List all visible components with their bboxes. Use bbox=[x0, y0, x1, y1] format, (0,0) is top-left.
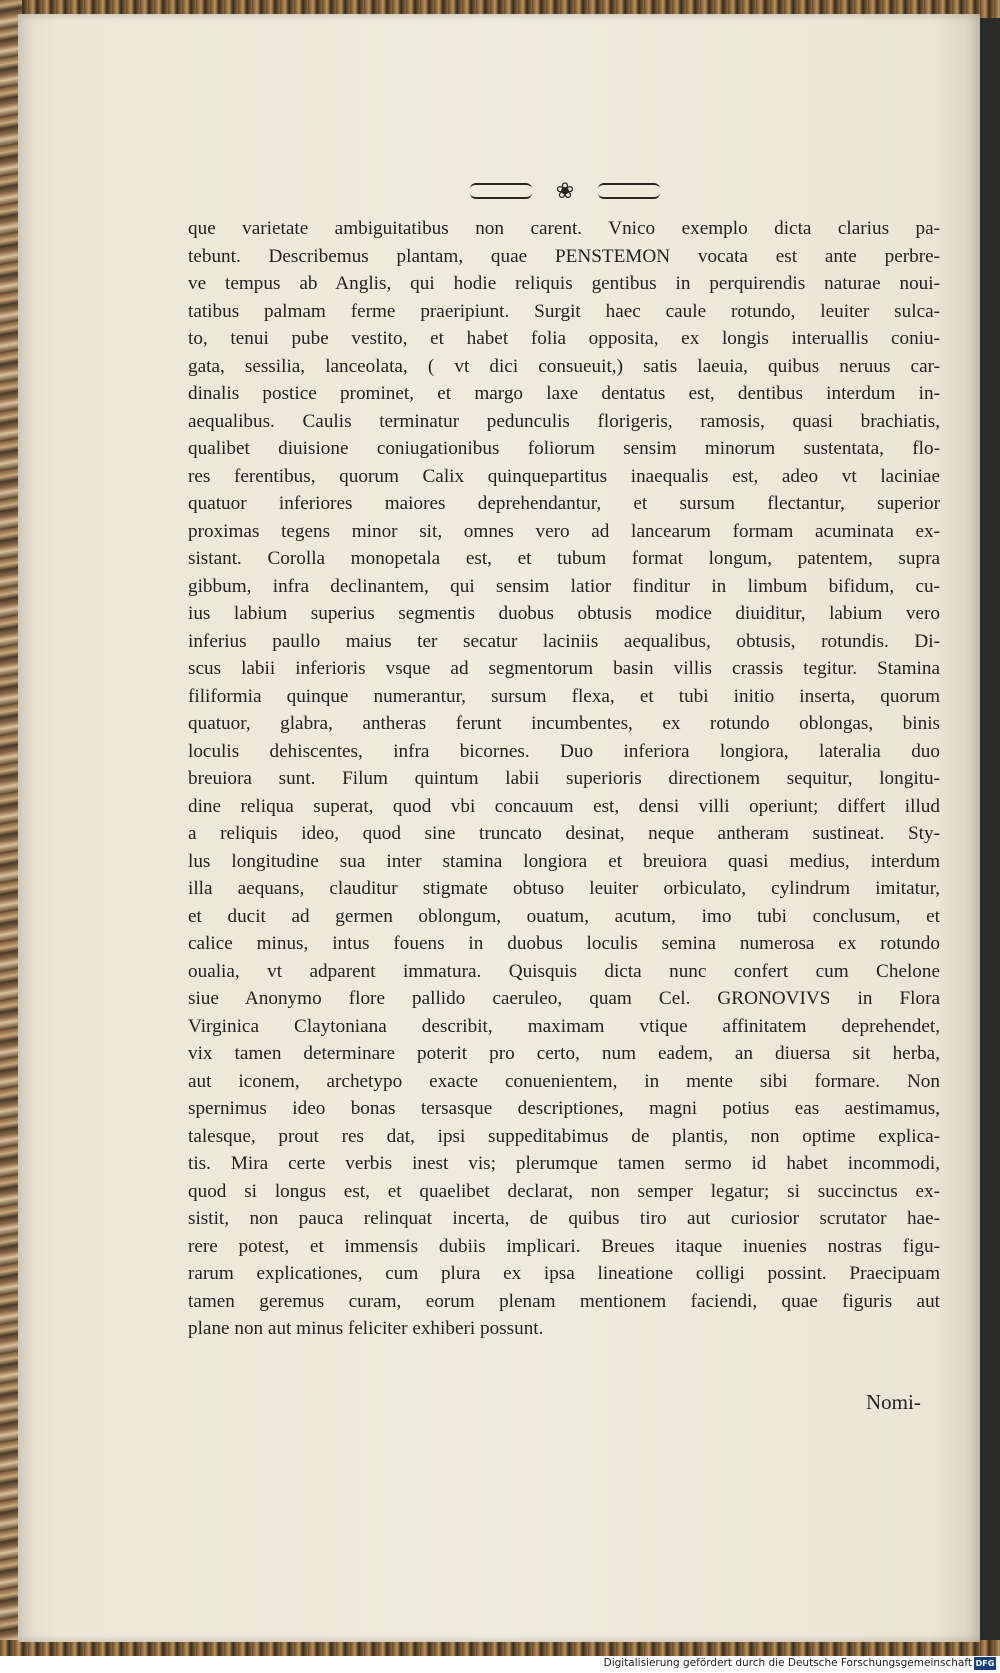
text-line: a reliquis ideo, quod sine truncato desinat, neque antheram sustineat. Sty- bbox=[188, 823, 940, 844]
text-line: inferius paullo maius ter secatur laciniis aequalibus, obtusis, rotundis. Di- bbox=[188, 630, 940, 652]
body-text bbox=[188, 215, 940, 1343]
ornament-right-flourish-icon bbox=[598, 183, 660, 199]
headpiece-ornament bbox=[470, 180, 660, 202]
text-line: vix tamen determinare poterit pro certo, num eadem, an diuersa sit herba, bbox=[188, 1043, 940, 1064]
text-line: to, tenui pube vestito, et habet folia opposita, ex longis interuallis coniu- bbox=[188, 328, 940, 349]
text-line: calice minus, intus fouens in duobus loculis semina numerosa ex rotundo bbox=[188, 933, 940, 954]
dfg-logo: DFG bbox=[975, 1659, 995, 1668]
text-line: oualia, vt adparent immatura. Quisquis dicta nunc confert cum Chelone bbox=[188, 960, 940, 982]
text-line: sistit, non pauca relinquat incerta, de quibus tiro aut curiosior scrutator hae- bbox=[188, 1208, 940, 1229]
funding-credit: Digitalisierung gefördert durch die Deutsche Forschungsgemeinschaft bbox=[603, 1657, 972, 1669]
text-line: talesque, prout res dat, ipsi suppeditabimus de plantis, non optime explica- bbox=[188, 1125, 940, 1147]
text-line: rere potest, et immensis dubiis implicari. Breues itaque inuenies nostras figu- bbox=[188, 1235, 940, 1257]
text-line: quatuor inferiores maiores deprehendantur, et sursum flectantur, superior bbox=[188, 493, 940, 514]
text-line: illa aequans, clauditur stigmate obtuso leuiter orbiculato, cylindrum imitatur, bbox=[188, 878, 940, 899]
text-line: sistant. Corolla monopetala est, et tubum format longum, patentem, supra bbox=[188, 548, 940, 569]
text-line: ve tempus ab Anglis, qui hodie reliquis gentibus in perquirendis naturae noui- bbox=[188, 273, 940, 294]
text-line: Virginica Claytoniana describit, maximam vtique affinitatem deprehendet, bbox=[188, 1015, 940, 1037]
text-line: dinalis postice prominet, et margo laxe dentatus est, dentibus interdum in- bbox=[188, 383, 940, 404]
text-line: breuiora sunt. Filum quintum labii superioris directionem sequitur, longitu- bbox=[188, 768, 940, 789]
text-line: plane non aut minus feliciter exhiberi possunt. bbox=[188, 1318, 544, 1339]
text-line: siue Anonymo flore pallido caeruleo, quam Cel. GRONOVIVS in Flora bbox=[188, 988, 940, 1009]
text-line: aequalibus. Caulis terminatur pedunculis florigeris, ramosis, quasi brachiatis, bbox=[188, 410, 940, 432]
text-line: filiformia quinque numerantur, sursum flexa, et tubi initio inserta, quorum bbox=[188, 685, 940, 707]
text-line: gibbum, infra declinantem, qui sensim latior finditur in limbum bifidum, cu- bbox=[188, 575, 940, 597]
text-line: dine reliqua superat, quod vbi concauum est, densi villi operiunt; differt illud bbox=[188, 795, 940, 817]
text-line: lus longitudine sua inter stamina longiora et breuiora quasi medius, interdum bbox=[188, 850, 940, 872]
text-line: rarum explicationes, cum plura ex ipsa lineatione colligi possint. Praecipuam bbox=[188, 1263, 940, 1284]
text-line: gata, sessilia, lanceolata, ( vt dici consueuit,) satis laeuia, quibus neruus car- bbox=[188, 355, 940, 377]
catchword: Nomi- bbox=[866, 1390, 921, 1414]
text-line: ius labium superius segmentis duobus obtusis modice diuiditur, labium vero bbox=[188, 603, 940, 624]
text-line: tebunt. Describemus plantam, quae PENSTEMON vocata est ante perbre- bbox=[188, 245, 940, 267]
ornament-left-flourish-icon bbox=[470, 183, 532, 199]
text-line: loculis dehiscentes, infra bicornes. Duo inferiora longiora, lateralia duo bbox=[188, 740, 940, 762]
text-line: tatibus palmam ferme praeripiunt. Surgit haec caule rotundo, leuiter sulca- bbox=[188, 300, 940, 322]
text-line: quatuor, glabra, antheras ferunt incumbentes, ex rotundo oblongas, binis bbox=[188, 713, 940, 734]
text-line: et ducit ad germen oblongum, ouatum, acutum, imo tubi conclusum, et bbox=[188, 905, 940, 927]
text-line: aut iconem, archetypo exacte conuenientem, in mente sibi formare. Non bbox=[188, 1070, 940, 1092]
text-line: spernimus ideo bonas tersasque descriptiones, magni potius eas aestimamus, bbox=[188, 1098, 940, 1119]
text-line: scus labii inferioris vsque ad segmentorum basin villis crassis tegitur. Stamina bbox=[188, 658, 940, 679]
text-line: que varietate ambiguitatibus non carent. Vnico exemplo dicta clarius pa- bbox=[188, 218, 940, 239]
text-line: quod si longus est, et quaelibet declarat, non semper legatur; si succinctus ex- bbox=[188, 1180, 940, 1202]
text-line: tis. Mira certe verbis inest vis; plerumque tamen sermo id habet incommodi, bbox=[188, 1153, 940, 1174]
text-line: tamen geremus curam, eorum plenam mentionem faciendi, quae figuris aut bbox=[188, 1290, 940, 1312]
text-line: qualibet diuisione coniugationibus foliorum sensim minorum sustentata, flo- bbox=[188, 438, 940, 459]
text-line: res ferentibus, quorum Calix quinquepartitus inaequalis est, adeo vt laciniae bbox=[188, 465, 940, 487]
text-line: proximas tegens minor sit, omnes vero ad lancearum formam acuminata ex- bbox=[188, 520, 940, 542]
ornament-center-flower-icon: ❀ bbox=[555, 178, 575, 203]
